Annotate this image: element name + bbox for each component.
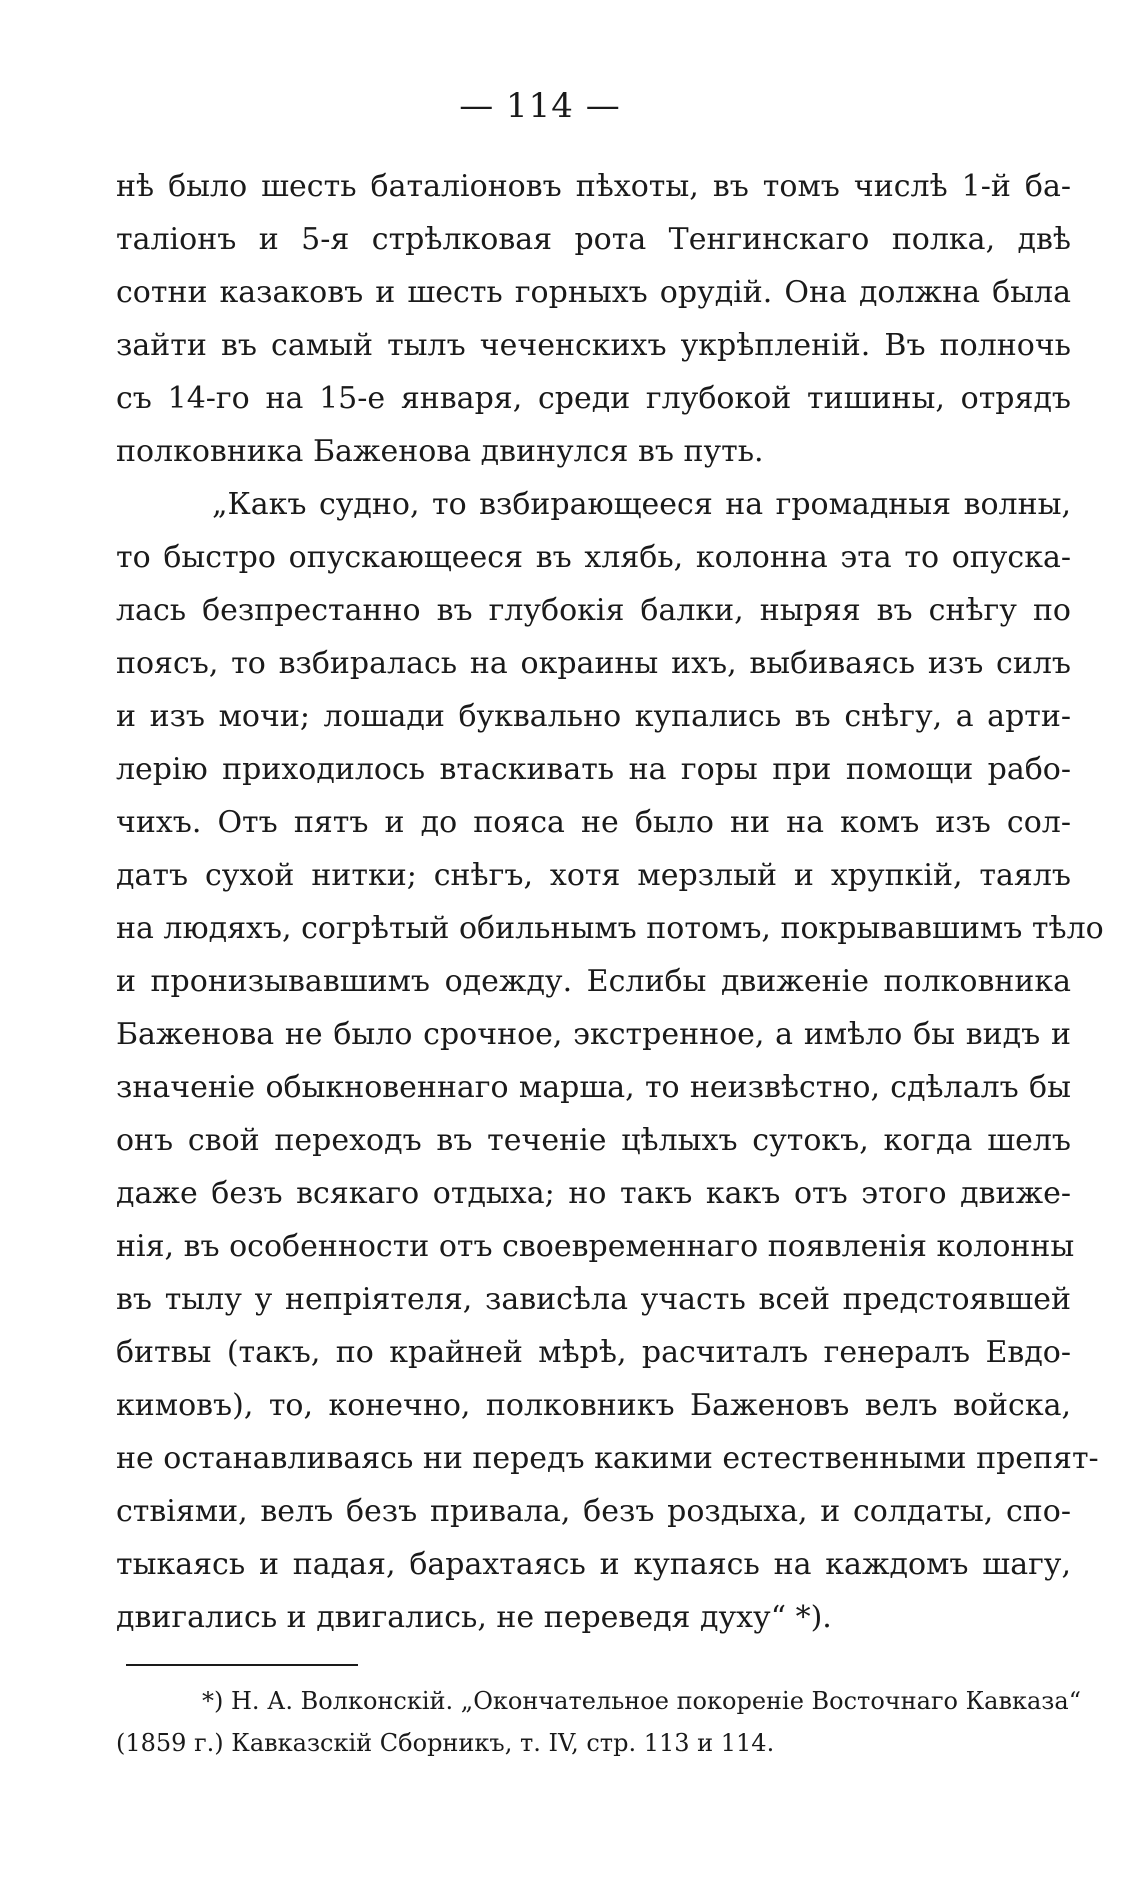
text-line: и изъ мочи; лошади буквально купались въ снѣгу, а арти- [116, 699, 1071, 734]
page-number: — 114 — [459, 86, 621, 126]
paragraph [116, 478, 1104, 1644]
text-line: даже безъ всякаго отдыха; но такъ какъ отъ этого движе- [116, 1176, 1071, 1211]
text-line: значеніе обыкновеннаго марша, то неизвѣстно, сдѣлалъ бы [116, 1070, 1071, 1105]
text-line: зайти въ самый тылъ чеченскихъ укрѣпленій. Въ полночь [116, 328, 1071, 363]
text-line: съ 14-го на 15-е января, среди глубокой тишины, отрядъ [116, 381, 1071, 416]
footnote-line: (1859 г.) Кавказскій Сборникъ, т. IV, стр. 113 и 114. [116, 1729, 775, 1757]
text-line: и пронизывавшимъ одежду. Еслибы движеніе полковника [116, 964, 1071, 999]
text-line: нія, въ особенности отъ своевременнаго появленія колонны [116, 1229, 1075, 1264]
text-line: то быстро опускающееся въ хлябь, колонна эта то опуска- [116, 540, 1071, 575]
text-line: лась безпрестанно въ глубокія балки, ныряя въ снѣгу по [116, 593, 1071, 628]
text-line: битвы (такъ, по крайней мѣрѣ, расчиталъ генералъ Евдо- [116, 1335, 1071, 1370]
footnote-divider [126, 1664, 358, 1666]
text-line: лерію приходилось втаскивать на горы при помощи рабо- [116, 752, 1071, 787]
text-line: чихъ. Отъ пятъ и до пояса не было ни на комъ изъ сол- [116, 805, 1071, 840]
body-text [116, 160, 1104, 1644]
text-line: поясъ, то взбиралась на окраины ихъ, выбиваясь изъ силъ [116, 646, 1071, 681]
footnote [116, 1680, 1081, 1764]
text-line: въ тылу у непріятеля, зависѣла участь всей предстоявшей [116, 1282, 1071, 1317]
text-line: датъ сухой нитки; снѣгъ, хотя мерзлый и хрупкій, таялъ [116, 858, 1071, 893]
text-line: не останавливаясь ни передъ какими естественными препят- [116, 1441, 1099, 1476]
paragraph [116, 160, 1071, 478]
text-line: „Какъ судно, то взбирающееся на громадныя волны, [212, 487, 1071, 522]
text-line: ствіями, велъ безъ привала, безъ роздыха, и солдаты, спо- [116, 1494, 1071, 1529]
text-line: двигались и двигались, не переведя духу“ *). [116, 1600, 832, 1635]
text-line: тыкаясь и падая, барахтаясь и купаясь на каждомъ шагу, [116, 1547, 1071, 1582]
text-line: полковника Баженова двинулся въ путь. [116, 434, 764, 469]
text-line: сотни казаковъ и шесть горныхъ орудій. Она должна была [116, 275, 1071, 310]
footnote-line: *) Н. А. Волконскій. „Окончательное покореніе Восточнаго Кавказа“ [202, 1687, 1081, 1715]
text-line: таліонъ и 5-я стрѣлковая рота Тенгинскаго полка, двѣ [116, 222, 1071, 257]
text-line: Баженова не было срочное, экстренное, а имѣло бы видъ и [116, 1017, 1071, 1052]
text-line: онъ свой переходъ въ теченіе цѣлыхъ сутокъ, когда шелъ [116, 1123, 1071, 1158]
text-line: на людяхъ, согрѣтый обильнымъ потомъ, покрывавшимъ тѣло [116, 911, 1104, 946]
text-line: кимовъ), то, конечно, полковникъ Баженовъ велъ войска, [116, 1388, 1071, 1423]
text-line: нѣ было шесть баталіоновъ пѣхоты, въ томъ числѣ 1-й ба- [116, 169, 1071, 204]
